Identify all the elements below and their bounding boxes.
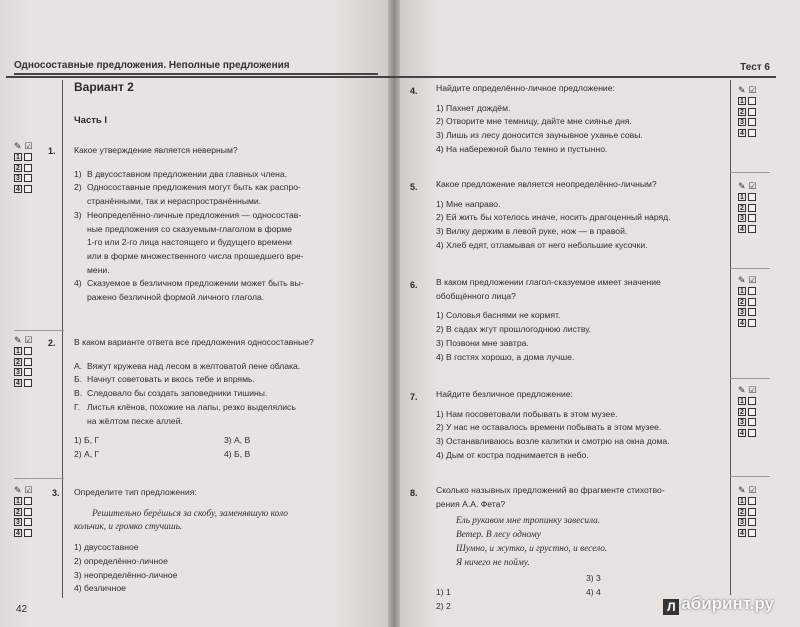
answer-option: 3) Вилку держим в левой руке, нож — в правой.	[436, 226, 628, 237]
answer-grid	[14, 484, 44, 538]
question-text: обобщённого лица?	[436, 290, 516, 301]
answer-number: 1	[14, 153, 22, 161]
answer-grid	[738, 384, 768, 438]
answer-option: 2) Отворите мне темницу, дайте мне сиянье дня.	[436, 116, 632, 127]
answer-number: 4	[738, 225, 746, 233]
question-number: 1.	[48, 146, 56, 156]
poem-line: Ель рукавом мне тропинку завесила.	[456, 516, 601, 527]
answer-option: 2) В садах жгут прошлогоднюю листву.	[436, 324, 592, 335]
answer-grid	[14, 334, 44, 388]
answer-option: 4) 4	[586, 586, 601, 597]
question-1	[74, 144, 380, 305]
answer-checkbox[interactable]	[24, 508, 32, 516]
answer-number: 1	[738, 497, 746, 505]
left-page-header: Односоставные предложения. Неполные предложения	[14, 60, 378, 75]
answer-number: 2	[738, 508, 746, 516]
answer-checkbox[interactable]	[748, 529, 756, 537]
right-page-header: Тест 6	[740, 62, 770, 73]
right-column-rule	[730, 80, 731, 595]
answer-number: 3	[738, 118, 746, 126]
answer-number: 1	[14, 347, 22, 355]
answer-checkbox[interactable]	[748, 97, 756, 105]
separator	[14, 478, 64, 479]
answer-number: 4	[14, 379, 22, 387]
separator	[730, 476, 770, 477]
answer-checkbox[interactable]	[24, 153, 32, 161]
answer-option: 3) А, В	[224, 435, 251, 446]
question-text: Определите тип предложения:	[74, 487, 197, 497]
sentence-item: В. Следовало бы создать заповедники тишины.	[74, 388, 268, 399]
pen-icon: ✎	[14, 334, 22, 345]
question-number: 2.	[48, 338, 56, 348]
answer-checkbox[interactable]	[24, 497, 32, 505]
question-number: 5.	[410, 182, 418, 192]
answer-checkbox[interactable]	[748, 108, 756, 116]
answer-option: 1) Б, Г	[74, 435, 100, 446]
separator	[730, 378, 770, 379]
question-text: В каком предложении глагол-сказуемое имеет значение	[436, 277, 661, 287]
answer-option: 4) В гостях хорошо, а дома лучше.	[436, 351, 575, 362]
separator	[730, 268, 770, 269]
answer-grid	[738, 180, 768, 234]
quote-line: кольчик, и громко стучишь.	[74, 522, 183, 533]
poem-line: Ветер. В лесу одному	[456, 530, 541, 541]
answer-option: 1) Пахнет дождём.	[436, 102, 511, 113]
answer-option: 1) Соловья баснями не кормят.	[436, 310, 561, 321]
question-text: Найдите безличное предложение:	[436, 389, 573, 399]
answer-checkbox[interactable]	[748, 193, 756, 201]
answer-option: 4) На набережной было темно и пустынно.	[436, 143, 608, 154]
answer-grid	[14, 140, 44, 194]
answer-number: 4	[738, 319, 746, 327]
answer-option: 3) Останавливаюсь возле калитки и смотрю на окна дома.	[436, 436, 670, 447]
answer-option: 1) Нам посоветовали побывать в этом музее.	[436, 408, 618, 419]
poem-line: Шумно, и жутко, и грустно, и весело.	[456, 543, 608, 554]
variant-title: Вариант 2	[74, 80, 134, 94]
pen-icon: ✎	[14, 484, 22, 495]
check-icon: ☑	[24, 484, 33, 495]
question-number: 7.	[410, 392, 418, 402]
question-number: 8.	[410, 488, 418, 498]
pen-icon: ✎	[738, 484, 746, 495]
part-title: Часть I	[74, 115, 108, 126]
answer-checkbox[interactable]	[748, 408, 756, 416]
pen-icon: ✎	[738, 274, 746, 285]
answer-number: 1	[738, 397, 746, 405]
answer-checkbox[interactable]	[748, 429, 756, 437]
answer-checkbox[interactable]	[748, 497, 756, 505]
answer-checkbox[interactable]	[748, 518, 756, 526]
separator	[14, 330, 64, 331]
check-icon: ☑	[748, 484, 757, 495]
answer-option: 3) Лишь из лесу доносится заунывное уханье совы.	[436, 130, 643, 141]
answer-number: 3	[738, 418, 746, 426]
question-text: Какое утверждение является неверным?	[74, 145, 238, 155]
answer-option: 2) У нас не оставалось времени побывать в этом музее.	[436, 422, 662, 433]
answer-option: 1) двусоставное	[74, 542, 139, 553]
answer-checkbox[interactable]	[24, 358, 32, 366]
answer-number: 4	[738, 129, 746, 137]
answer-checkbox[interactable]	[24, 174, 32, 182]
pen-icon: ✎	[738, 384, 746, 395]
answer-number: 3	[738, 214, 746, 222]
answer-number: 3	[14, 368, 22, 376]
answer-number: 3	[14, 518, 22, 526]
answer-number: 2	[738, 298, 746, 306]
answer-checkbox[interactable]	[748, 397, 756, 405]
check-icon: ☑	[748, 384, 757, 395]
answer-option: 4) Дым от костра поднимается в небо.	[436, 449, 589, 460]
answer-option: 2) Ей жить бы хотелось иначе, носить драгоценный наряд.	[436, 212, 671, 223]
left-column-rule	[62, 80, 63, 598]
question-number: 4.	[410, 86, 418, 96]
answer-number: 3	[738, 518, 746, 526]
question-number: 3.	[52, 488, 60, 498]
question-text: Найдите определённо-личное предложение:	[436, 83, 615, 93]
answer-checkbox[interactable]	[24, 347, 32, 355]
answer-checkbox[interactable]	[748, 225, 756, 233]
answer-number: 1	[14, 497, 22, 505]
header-rule	[6, 76, 776, 78]
sentence-item: Б. Начнут советовать и вкось тебе и впрямь.	[74, 374, 255, 385]
check-icon: ☑	[748, 84, 757, 95]
answer-number: 2	[738, 408, 746, 416]
answer-number: 2	[14, 164, 22, 172]
check-icon: ☑	[24, 140, 33, 151]
answer-grid	[738, 84, 768, 138]
answer-checkbox[interactable]	[748, 308, 756, 316]
answer-option: 3) 3	[586, 573, 601, 584]
answer-number: 4	[738, 529, 746, 537]
question-7	[436, 388, 728, 463]
answer-checkbox[interactable]	[24, 379, 32, 387]
answer-checkbox[interactable]	[24, 164, 32, 172]
answer-number: 2	[14, 508, 22, 516]
check-icon: ☑	[748, 180, 757, 191]
answer-option: 2) А, Г	[74, 448, 100, 459]
answer-checkbox[interactable]	[748, 118, 756, 126]
question-number: 6.	[410, 280, 418, 290]
sentence-item: Г. Листья клёнов, похожие на лапы, резко выделялись на жёлтом песке аллей.	[74, 401, 296, 426]
poem-line: Я ничего не пойму.	[456, 557, 530, 568]
separator	[730, 172, 770, 173]
question-text: В каком варианте ответа все предложения односоставные?	[74, 337, 314, 347]
answer-option: 4) Сказуемое в безличном предложении может быть вы- ражено безличной формой личного глагола.	[74, 278, 304, 303]
answer-option: 3) Неопределённо-личные предложения — односостав- ные предложения со сказуемым-глаголом в форме 1-го или 2-го лица настоящего и будущего времени или в форме множественного числа прошедшего вре- мени.	[74, 209, 304, 275]
sentence-item: А. Вяжут кружева над лесом в желтоватой пене облака.	[74, 360, 301, 371]
answer-number: 3	[14, 174, 22, 182]
question-5	[436, 178, 728, 253]
answer-number: 4	[14, 529, 22, 537]
answer-option: 1) В двусоставном предложении два главных члена.	[74, 168, 288, 179]
question-text: рения А.А. Фета?	[436, 498, 506, 509]
watermark-logo-icon: Л	[663, 599, 679, 615]
answer-grid	[738, 274, 768, 328]
check-icon: ☑	[748, 274, 757, 285]
answer-checkbox[interactable]	[24, 185, 32, 193]
answer-option: 1) Мне направо.	[436, 198, 501, 209]
answer-option: 4) Б, В	[224, 448, 251, 459]
answer-checkbox[interactable]	[748, 129, 756, 137]
page-number: 42	[16, 604, 28, 615]
answer-number: 2	[738, 108, 746, 116]
answer-number: 1	[738, 193, 746, 201]
answer-option: 4) безличное	[74, 583, 126, 594]
answer-checkbox[interactable]	[748, 287, 756, 295]
answer-checkbox[interactable]	[748, 298, 756, 306]
answer-number: 2	[14, 358, 22, 366]
answer-number: 4	[14, 185, 22, 193]
answer-number: 4	[738, 429, 746, 437]
pen-icon: ✎	[738, 84, 746, 95]
question-text: Сколько назывных предложений во фрагменте стихотво-	[436, 485, 665, 495]
answer-checkbox[interactable]	[748, 508, 756, 516]
book-spine	[388, 0, 400, 627]
answer-option: 1) 1	[436, 586, 451, 597]
answer-checkbox[interactable]	[748, 319, 756, 327]
quote-line: Решительно берёшься за скобу, заменявшую коло	[92, 508, 288, 519]
answer-number: 1	[738, 287, 746, 295]
answer-option: 4) Хлеб едят, отламывая от него небольшие кусочки.	[436, 239, 648, 250]
question-4	[436, 82, 728, 157]
answer-checkbox[interactable]	[748, 204, 756, 212]
question-2	[74, 336, 380, 462]
answer-checkbox[interactable]	[748, 214, 756, 222]
check-icon: ☑	[24, 334, 33, 345]
watermark: Л абиринт.ру	[663, 594, 774, 615]
pen-icon: ✎	[738, 180, 746, 191]
answer-number: 3	[738, 308, 746, 316]
answer-checkbox[interactable]	[24, 368, 32, 376]
answer-option: 2) 2	[436, 600, 451, 611]
answer-checkbox[interactable]	[748, 418, 756, 426]
answer-grid	[738, 484, 768, 538]
answer-option: 3) Позвони мне завтра.	[436, 337, 529, 348]
question-6	[436, 276, 728, 364]
answer-option: 2) Односоставные предложения могут быть как распро- странёнными, так и нераспространёнными.	[74, 182, 301, 207]
answer-number: 1	[738, 97, 746, 105]
answer-checkbox[interactable]	[24, 518, 32, 526]
answer-checkbox[interactable]	[24, 529, 32, 537]
pen-icon: ✎	[14, 140, 22, 151]
answer-option: 3) неопределённо-личное	[74, 569, 178, 580]
question-3	[74, 486, 380, 596]
answer-option: 2) определённо-личное	[74, 555, 168, 566]
question-text: Какое предложение является неопределённо-личным?	[436, 179, 657, 189]
answer-number: 2	[738, 204, 746, 212]
